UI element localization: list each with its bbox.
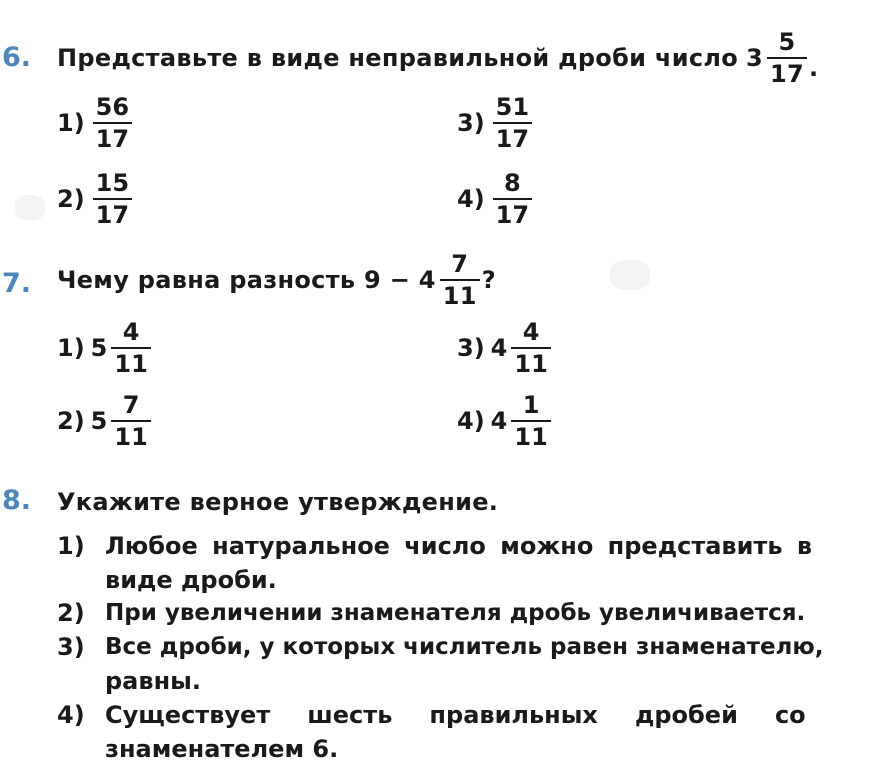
denominator: 17 [493, 122, 532, 151]
question-punct: ? [481, 266, 496, 294]
statement-text: Все дроби, у которых числитель равен знаменателю, [105, 634, 824, 660]
numerator: 7 [451, 250, 469, 278]
option-label: 1) [57, 109, 85, 137]
fraction [493, 171, 532, 227]
fraction [93, 171, 132, 227]
scan-smudge [15, 195, 45, 220]
numerator: 8 [504, 169, 521, 197]
scan-smudge [610, 260, 650, 290]
statement-text: равны. [105, 667, 201, 695]
numerator: 5 [778, 28, 796, 56]
statement-text: Существует шесть правильных дробей со [105, 701, 806, 729]
fraction [767, 30, 807, 86]
fraction [511, 320, 550, 376]
problem-8-question: Укажите верное утверждение. [57, 488, 499, 516]
problem-7-number: 7. [2, 268, 32, 299]
fraction [440, 252, 480, 308]
statement-option[interactable] [57, 699, 857, 765]
numerator: 15 [95, 169, 130, 197]
option-label: 4) [457, 407, 485, 435]
answer-option[interactable] [57, 320, 153, 376]
option-label: 3) [57, 633, 85, 661]
mixed-whole: 4 [490, 334, 508, 362]
statement-option[interactable] [57, 631, 857, 697]
denominator: 11 [511, 420, 550, 449]
denominator: 17 [93, 198, 132, 227]
statement-option[interactable] [57, 530, 857, 596]
question-text: Чему равна разность 9 − [57, 266, 419, 294]
problem-6-question [57, 30, 818, 86]
statement-text: Любое натуральное число можно представить в [105, 532, 813, 560]
numerator: 51 [495, 93, 530, 121]
denominator: 17 [767, 57, 807, 86]
fraction [111, 320, 150, 376]
option-label: 3) [457, 334, 485, 362]
problem-8-number: 8. [2, 485, 32, 516]
numerator: 56 [95, 93, 130, 121]
question-punct: . [809, 54, 819, 82]
option-label: 4) [457, 185, 485, 213]
statement-option[interactable] [57, 597, 857, 629]
numerator: 4 [522, 318, 540, 346]
fraction [511, 393, 550, 449]
numerator: 1 [522, 391, 540, 419]
mixed-whole: 4 [490, 407, 508, 435]
option-label: 1) [57, 334, 85, 362]
denominator: 11 [511, 347, 550, 376]
option-label: 2) [57, 599, 85, 627]
answer-option[interactable] [57, 95, 134, 151]
question-text: Представьте в виде неправильной дроби число [57, 44, 739, 72]
answer-option[interactable] [457, 320, 553, 376]
mixed-whole: 4 [418, 266, 436, 294]
option-label: 2) [57, 407, 85, 435]
answer-option[interactable] [57, 171, 134, 227]
problem-6-number: 6. [2, 42, 32, 73]
answer-option[interactable] [457, 171, 534, 227]
mixed-whole: 5 [90, 334, 108, 362]
statement-text: знаменателем 6. [105, 735, 339, 763]
option-label: 2) [57, 185, 85, 213]
denominator: 11 [440, 279, 480, 308]
denominator: 11 [111, 347, 150, 376]
problem-7-question [57, 252, 496, 308]
mixed-whole: 3 [746, 44, 764, 72]
statement-text: виде дроби. [105, 566, 277, 594]
denominator: 17 [93, 122, 132, 151]
fraction [493, 95, 532, 151]
statement-text: При увеличении знаменателя дробь увеличивается. [105, 600, 806, 626]
fraction [111, 393, 150, 449]
answer-option[interactable] [57, 393, 153, 449]
answer-option[interactable] [457, 95, 534, 151]
fraction [93, 95, 132, 151]
option-label: 1) [57, 532, 85, 560]
denominator: 17 [493, 198, 532, 227]
answer-option[interactable] [457, 393, 553, 449]
option-label: 3) [457, 109, 485, 137]
numerator: 4 [122, 318, 140, 346]
mixed-whole: 5 [90, 407, 108, 435]
denominator: 11 [111, 420, 150, 449]
numerator: 7 [122, 391, 140, 419]
option-label: 4) [57, 701, 85, 729]
